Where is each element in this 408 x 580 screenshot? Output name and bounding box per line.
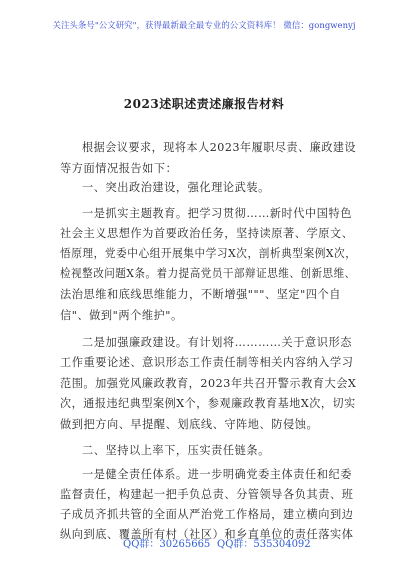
paragraph-line: 一是健全责任体系。进一步明确党委主体责任和纪委	[82, 468, 352, 481]
paragraph-line: 监督责任，构建起一把手负总责、分管领导各负其责、班	[60, 488, 354, 501]
paragraph-line: 根据会议要求，现将本人2023年履职尽责、廉政建设	[82, 141, 357, 154]
paragraph-line: 纵向到底、覆盖所有村（社区）和乡直单位的责任落实体	[60, 528, 354, 541]
paragraph-line: 悟原理，党委中心组开展集中学习X次，剖析典型案例X次，	[60, 247, 357, 260]
paragraph-line: 子成员齐抓共管的全面从严治党工作格局，建立横向到边	[60, 508, 354, 521]
section-heading: 二、坚持以上率下，压实责任链条。	[82, 444, 270, 457]
paragraph-line: 范围。加强党风廉政教育，2023年共召开警示教育大会X	[60, 377, 357, 390]
paragraph-line: 社会主义思想作为首要政治任务，坚持读原著、学原文、	[60, 227, 354, 240]
paragraph-line: 次，通报违纪典型案例X个，参观廉政教育基地X次，切实	[60, 397, 356, 410]
paragraph-line: 一是抓实主题教育。把学习贯彻……新时代中国特色	[82, 207, 352, 220]
paragraph-line: 工作重要论述、意识形态工作责任制等相关内容纳入学习	[60, 356, 354, 369]
header-banner: 关注头条号"公文研究"，获得最新最全最专业的公文资料库！ 微信：gongwenyj	[52, 21, 356, 31]
qq-group-link[interactable]: QQ群：30265665	[123, 539, 211, 550]
paragraph-line: 信"、做到"两个维护"。	[60, 309, 183, 322]
qq-group-link[interactable]: QQ群：535304092	[217, 539, 311, 550]
paragraph-line: 等方面情况报告如下：	[60, 162, 178, 175]
document-title: 2023述职述责述廉报告材料	[123, 97, 285, 111]
paragraph-line: 检视整改问题X条。着力提高党员干部辩证思维、创新思维、	[60, 267, 356, 280]
paragraph-line: 法治思维和底线思维能力，不断增强"""、坚定"四个自	[60, 288, 342, 301]
paragraph-line: 做到把方向、早提醒、划底线、守阵地、防侵蚀。	[60, 418, 319, 431]
paragraph-line: 二是加强廉政建设。有计划将…………关于意识形态	[82, 336, 352, 349]
section-heading: 一、突出政治建设，强化理论武装。	[82, 181, 270, 194]
